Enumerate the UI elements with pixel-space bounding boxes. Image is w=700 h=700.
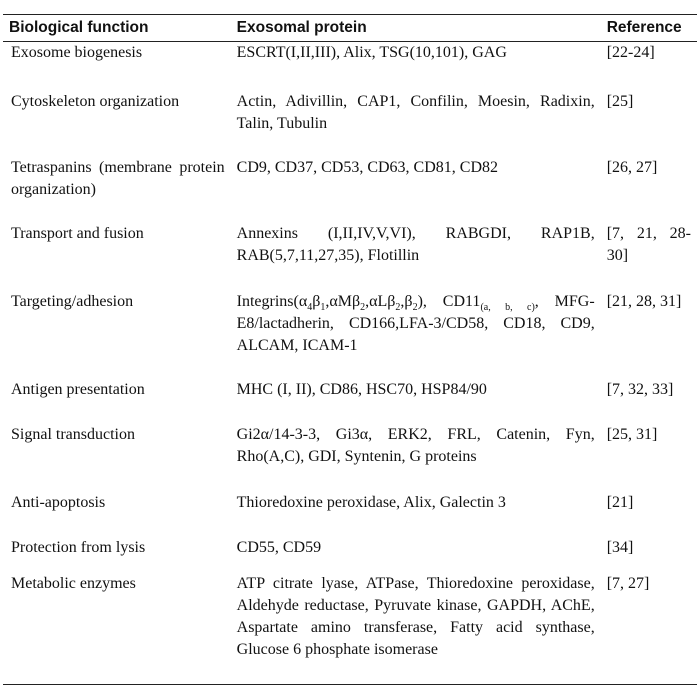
cell-reference: [21] (606, 493, 634, 511)
cell-protein: $Integrins(\alpha_4\beta_1,\alpha M\beta_2,\alpha L\beta_2,\beta_2)$, $CD11_{(a, b, c)}$, MFG-E8/lactadherin, CD166,LFA-3/CD58, CD18, CD9, ALCAM, ICAM-1 (236, 292, 595, 354)
table-row (3, 424, 697, 492)
table-row (3, 223, 697, 291)
table-row (3, 91, 697, 157)
cell-protein: MHC (I, II), CD86, HSC70, HSP84/90 (236, 380, 487, 398)
exosomal-protein-table (3, 14, 697, 685)
cell-reference: [26, 27] (606, 158, 658, 176)
cell-reference: [7, 27] (606, 574, 650, 592)
table-row (3, 492, 697, 537)
cell-protein: ESCRT(I,II,III), Alix, TSG(10,101), GAG (236, 44, 507, 61)
cell-function: Signal transduction (11, 425, 135, 443)
cell-reference: [7, 21, 28-30] (606, 224, 691, 264)
cell-function: Transport and fusion (11, 224, 144, 242)
cell-reference: [25] (606, 92, 634, 110)
header-reference: Reference (606, 19, 682, 36)
cell-protein: CD9, CD37, CD53, CD63, CD81, CD82 (236, 158, 498, 176)
cell-reference: [21, 28, 31] (606, 292, 682, 310)
cell-function (3, 157, 231, 223)
cell-protein: Thioredoxine peroxidase, Alix, Galectin 3 (236, 493, 506, 511)
cell-function: Antigen presentation (11, 380, 145, 398)
cell-function: Targeting/adhesion (11, 292, 134, 310)
cell-reference: [34] (606, 538, 634, 556)
table-row (3, 573, 697, 685)
table-row (3, 157, 697, 223)
table-row (3, 379, 697, 424)
cell-reference: [7, 32, 33] (606, 380, 674, 398)
cell-reference: [25, 31] (606, 425, 658, 443)
cell-function: Metabolic enzymes (11, 574, 136, 592)
cell-protein: Gi2α/14-3-3, Gi3α, ERK2, FRL, Catenin, Fyn, Rho(A,C), GDI, Syntenin, G proteins (236, 425, 595, 465)
header-biological-function: Biological function (9, 19, 149, 36)
table-row (3, 291, 697, 379)
table-row (3, 537, 697, 573)
cell-protein: ATP citrate lyase, ATPase, Thioredoxine peroxidase, Aldehyde reductase, Pyruvate kinase, GAPDH, AChE, Aspartate amino transferase, Fatty acid synthase, Glucose 6 phosphate isomerase (236, 574, 595, 658)
cell-function: Anti-apoptosis (11, 493, 106, 511)
cell-function: Cytoskeleton organization (11, 92, 180, 110)
table-row (3, 42, 697, 91)
cell-reference: [22-24] (606, 44, 655, 61)
cell-function: Exosome biogenesis (11, 44, 143, 61)
table-header-row (3, 15, 697, 42)
cell-protein: CD55, CD59 (236, 538, 322, 556)
cell-protein: Actin, Adivillin, CAP1, Confilin, Moesin, Radixin, Talin, Tubulin (236, 92, 595, 132)
cell-function: Protection from lysis (11, 538, 146, 556)
cell-function-text: Tetraspanins (membrane protein organization) (11, 158, 225, 198)
cell-protein: Annexins (I,II,IV,V,VI), RABGDI, RAP1B, RAB(5,7,11,27,35), Flotillin (236, 224, 595, 264)
header-exosomal-protein: Exosomal protein (236, 19, 367, 36)
